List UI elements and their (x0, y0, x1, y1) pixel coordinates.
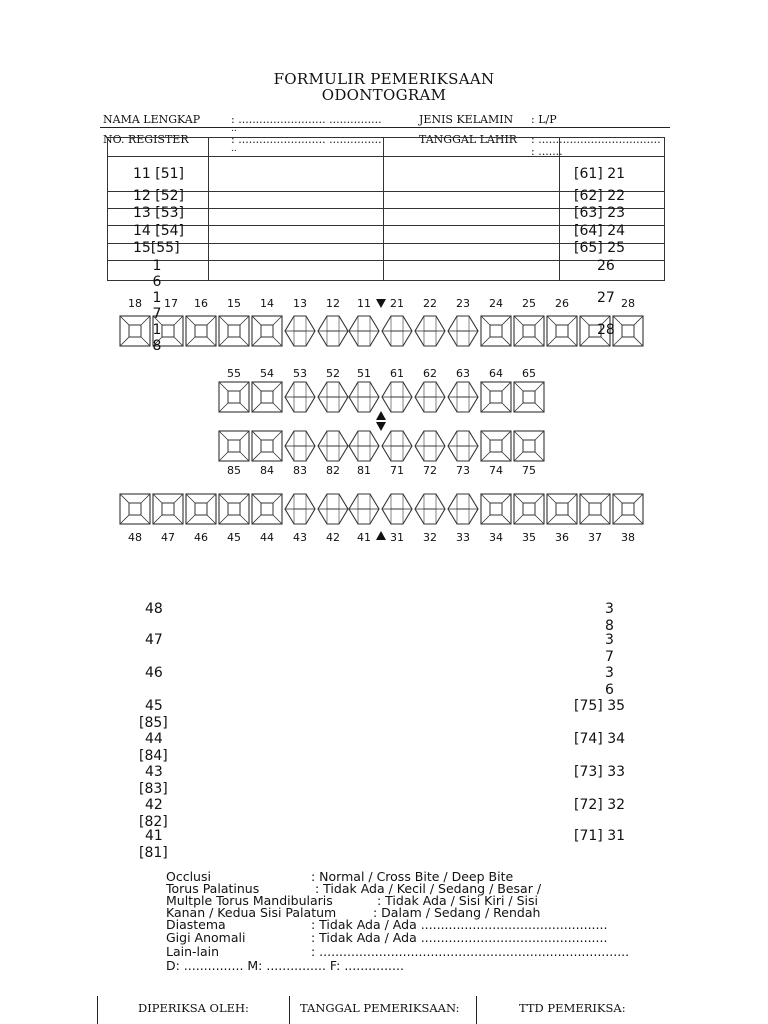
tooth-42[interactable] (318, 494, 348, 524)
tooth-21[interactable] (382, 316, 412, 346)
lower-left-label (139, 828, 168, 861)
lower-left-label (139, 698, 168, 731)
lower-left-label (139, 632, 163, 649)
lower-left-label (139, 601, 163, 618)
tooth-33[interactable] (448, 494, 478, 524)
lower-prim-label-72: 72 (423, 464, 437, 477)
upper-prim-label-64: 64 (489, 367, 503, 380)
tooth-label-12: 12 [52] (133, 188, 185, 204)
tooth-32[interactable] (415, 494, 445, 524)
tooth-label-22: [62] 22 (574, 188, 626, 204)
table-divider (208, 138, 209, 280)
upper-prim-label-51: 51 (357, 367, 371, 380)
stack-digit: 7 (152, 306, 162, 322)
upper-perm-label-23: 23 (456, 297, 470, 310)
tooth-53[interactable] (285, 382, 315, 412)
lower-prim-label-84: 84 (260, 464, 274, 477)
lower-left-label (139, 731, 168, 764)
tooth-81[interactable] (349, 431, 379, 461)
label-line: 42 (145, 797, 163, 813)
midline-arrow-down (376, 422, 386, 431)
lower-left-label (139, 764, 168, 797)
tooth-51[interactable] (349, 382, 379, 412)
tooth-label-28: 28 (597, 322, 615, 338)
upper-perm-label-28: 28 (621, 297, 635, 310)
lower-right-label (574, 828, 625, 845)
lower-prim-label-73: 73 (456, 464, 470, 477)
tooth-47[interactable] (153, 494, 183, 524)
tooth-74[interactable] (481, 431, 511, 461)
lower-prim-label-74: 74 (489, 464, 503, 477)
info-label: Multple Torus Mandibularis (166, 893, 333, 908)
lower-perm-label-42: 42 (326, 531, 340, 544)
tooth-13[interactable] (285, 316, 315, 346)
label-line: 43 (145, 764, 163, 780)
upper-prim-label-65: 65 (522, 367, 536, 380)
lower-prim-label-81: 81 (357, 464, 371, 477)
label-line: 3 (605, 632, 614, 648)
tooth-label-16-18-stack (150, 258, 164, 354)
lower-prim-label-71: 71 (390, 464, 404, 477)
tooth-label-23: [63] 23 (574, 205, 626, 221)
tooth-35[interactable] (514, 494, 544, 524)
info-label: Torus Palatinus (166, 881, 260, 896)
lower-prim-label-85: 85 (227, 464, 241, 477)
lower-perm-label-41: 41 (357, 531, 371, 544)
table-row-line (108, 260, 664, 261)
tanggal-lahir-field-cont: : ....... (531, 145, 563, 158)
lower-right-label (605, 665, 614, 698)
tooth-23[interactable] (448, 316, 478, 346)
tooth-label-15: 15[55] (133, 240, 180, 256)
midline-arrow-up (376, 531, 386, 540)
tooth-75[interactable] (514, 431, 544, 461)
tooth-61[interactable] (382, 382, 412, 412)
tooth-55[interactable] (219, 382, 249, 412)
lower-perm-label-31: 31 (390, 531, 404, 544)
stack-digit: 1 (152, 322, 162, 338)
tooth-12[interactable] (318, 316, 348, 346)
upper-prim-label-63: 63 (456, 367, 470, 380)
header-rule (100, 127, 670, 128)
tooth-48[interactable] (120, 494, 150, 524)
upper-perm-label-22: 22 (423, 297, 437, 310)
tooth-11[interactable] (349, 316, 379, 346)
info-value[interactable]: : Normal / Cross Bite / Deep Bite (311, 869, 514, 884)
register-label: NO. REGISTER (103, 133, 189, 146)
label-line: [85] (139, 714, 168, 731)
tooth-14[interactable] (252, 316, 282, 346)
tooth-label-14: 14 [54] (133, 223, 185, 239)
midline-arrow-up (376, 411, 386, 420)
tooth-28[interactable] (613, 316, 643, 346)
label-line: [82] (139, 813, 168, 830)
lower-perm-label-35: 35 (522, 531, 536, 544)
stack-digit: 1 (152, 290, 162, 306)
lower-perm-label-43: 43 (293, 531, 307, 544)
tanggal-pemeriksaan-label: TANGGAL PEMERIKSAAN: (300, 1001, 460, 1015)
upper-perm-label-17: 17 (164, 297, 178, 310)
tooth-label-21: [61] 21 (574, 166, 626, 182)
lower-prim-label-82: 82 (326, 464, 340, 477)
tooth-25[interactable] (514, 316, 544, 346)
lower-right-label (574, 797, 625, 814)
upper-prim-label-54: 54 (260, 367, 274, 380)
info-value[interactable]: : Tidak Ada / Sisi Kiri / Sisi (377, 893, 538, 908)
lower-right-label (605, 632, 614, 665)
tooth-label-13: 13 [53] (133, 205, 185, 221)
footer-divider (476, 996, 477, 1024)
tooth-83[interactable] (285, 431, 315, 461)
label-line: 8 (605, 617, 614, 634)
upper-prim-label-55: 55 (227, 367, 241, 380)
tooth-44[interactable] (252, 494, 282, 524)
info-label: Kanan / Kedua Sisi Palatum (166, 905, 337, 920)
tooth-63[interactable] (448, 382, 478, 412)
tooth-71[interactable] (382, 431, 412, 461)
lower-perm-label-48: 48 (128, 531, 142, 544)
tooth-43[interactable] (285, 494, 315, 524)
upper-perm-label-24: 24 (489, 297, 503, 310)
lower-left-label (139, 665, 163, 682)
lower-perm-label-34: 34 (489, 531, 503, 544)
info-label: Occlusi (166, 869, 211, 884)
lower-perm-label-44: 44 (260, 531, 274, 544)
upper-perm-label-26: 26 (555, 297, 569, 310)
tooth-16[interactable] (186, 316, 216, 346)
upper-perm-label-14: 14 (260, 297, 274, 310)
info-value[interactable]: : .............................................................................. (311, 944, 630, 959)
upper-perm-label-16: 16 (194, 297, 208, 310)
upper-perm-label-18: 18 (128, 297, 142, 310)
lower-right-label (574, 731, 625, 748)
tooth-73[interactable] (448, 431, 478, 461)
register-field[interactable]: : ......................... ............... (231, 133, 382, 146)
tooth-72[interactable] (415, 431, 445, 461)
jenis-kelamin-field[interactable]: : L/P (531, 113, 557, 126)
label-line: [71] 31 (574, 828, 626, 844)
tooth-82[interactable] (318, 431, 348, 461)
tooth-38[interactable] (613, 494, 643, 524)
tooth-45[interactable] (219, 494, 249, 524)
tanggal-lahir-label: TANGGAL LAHIR (419, 133, 518, 146)
upper-perm-label-15: 15 (227, 297, 241, 310)
lower-right-label (574, 764, 625, 781)
tooth-22[interactable] (415, 316, 445, 346)
tooth-label-27: 27 (597, 290, 615, 306)
label-line: [74] 34 (574, 731, 626, 747)
lower-perm-label-46: 46 (194, 531, 208, 544)
tooth-52[interactable] (318, 382, 348, 412)
info-label: Gigi Anomali (166, 930, 246, 945)
tooth-label-25: [65] 25 (574, 240, 626, 256)
label-line: [72] 32 (574, 797, 626, 813)
upper-perm-label-12: 12 (326, 297, 340, 310)
diperiksa-oleh-label: DIPERIKSA OLEH: (138, 1001, 249, 1015)
lower-prim-label-83: 83 (293, 464, 307, 477)
tooth-85[interactable] (219, 431, 249, 461)
tooth-label-24: [64] 24 (574, 223, 626, 239)
label-line: 3 (605, 665, 614, 681)
table-row-line (108, 156, 664, 157)
footer-divider (289, 996, 290, 1024)
upper-prim-label-61: 61 (390, 367, 404, 380)
tooth-label-11: 11 [51] (133, 166, 185, 182)
lower-left-label (139, 797, 168, 830)
label-line: 48 (145, 601, 163, 617)
upper-perm-label-11: 11 (357, 297, 371, 310)
lower-perm-label-36: 36 (555, 531, 569, 544)
form-title: FORMULIR PEMERIKSAAN (273, 70, 495, 88)
label-line: [73] 33 (574, 764, 626, 780)
tooth-36[interactable] (547, 494, 577, 524)
tooth-84[interactable] (252, 431, 282, 461)
odontogram-diagram (0, 290, 768, 555)
tooth-54[interactable] (252, 382, 282, 412)
lower-perm-label-37: 37 (588, 531, 602, 544)
tooth-64[interactable] (481, 382, 511, 412)
lower-right-label (605, 601, 614, 634)
upper-perm-label-13: 13 (293, 297, 307, 310)
tooth-26[interactable] (547, 316, 577, 346)
upper-prim-label-52: 52 (326, 367, 340, 380)
label-line: 6 (605, 681, 614, 698)
upper-prim-label-62: 62 (423, 367, 437, 380)
label-line: 45 (145, 698, 163, 714)
info-label: D: ............... M: ............... F: ............... (166, 958, 404, 973)
lower-perm-label-45: 45 (227, 531, 241, 544)
info-value[interactable]: : Tidak Ada / Ada ............................................... (311, 917, 608, 932)
tooth-34[interactable] (481, 494, 511, 524)
label-line: 41 (145, 828, 163, 844)
upper-perm-label-21: 21 (390, 297, 404, 310)
stack-digit: 6 (152, 274, 162, 290)
lower-right-label (574, 698, 625, 715)
midline-arrow-down (376, 299, 386, 308)
label-line: 47 (145, 632, 163, 648)
info-value[interactable]: : Tidak Ada / Kecil / Sedang / Besar / (315, 881, 542, 896)
nama-label: NAMA LENGKAP (103, 113, 201, 126)
tooth-15[interactable] (219, 316, 249, 346)
register-field-cont: .. (231, 144, 237, 154)
upper-perm-label-25: 25 (522, 297, 536, 310)
label-line: [83] (139, 780, 168, 797)
info-label: Lain-lain (166, 944, 220, 959)
label-line: [84] (139, 747, 168, 764)
lower-perm-label-33: 33 (456, 531, 470, 544)
tooth-31[interactable] (382, 494, 412, 524)
tooth-62[interactable] (415, 382, 445, 412)
tooth-37[interactable] (580, 494, 610, 524)
info-value[interactable]: : Tidak Ada / Ada ............................................... (311, 930, 608, 945)
stack-digit: 8 (152, 338, 162, 354)
jenis-kelamin-label: JENIS KELAMIN (419, 113, 514, 126)
label-line: [75] 35 (574, 698, 626, 714)
stack-digit: 1 (152, 258, 162, 274)
tooth-41[interactable] (349, 494, 379, 524)
tanggal-lahir-field[interactable]: : ................................... (531, 133, 661, 146)
form-subtitle: ODONTOGRAM (321, 86, 447, 104)
upper-prim-label-53: 53 (293, 367, 307, 380)
table-divider (383, 138, 384, 280)
table-divider (559, 138, 560, 280)
label-line: [81] (139, 844, 168, 861)
lower-perm-label-47: 47 (161, 531, 175, 544)
lower-perm-label-32: 32 (423, 531, 437, 544)
footer-divider (97, 996, 98, 1024)
tooth-24[interactable] (481, 316, 511, 346)
nama-field[interactable]: : ......................... ............... (231, 113, 382, 126)
tooth-label-26: 26 (597, 258, 615, 274)
info-label: Diastema (166, 917, 226, 932)
info-value[interactable]: : Dalam / Sedang / Rendah (373, 905, 541, 920)
tooth-18[interactable] (120, 316, 150, 346)
lower-perm-label-38: 38 (621, 531, 635, 544)
nama-field-cont: .. (231, 124, 237, 134)
tooth-46[interactable] (186, 494, 216, 524)
tooth-65[interactable] (514, 382, 544, 412)
label-line: 3 (605, 601, 614, 617)
label-line: 44 (145, 731, 163, 747)
ttd-pemeriksa-label: TTD PEMERIKSA: (519, 1001, 626, 1015)
lower-prim-label-75: 75 (522, 464, 536, 477)
label-line: 7 (605, 648, 614, 665)
label-line: 46 (145, 665, 163, 681)
